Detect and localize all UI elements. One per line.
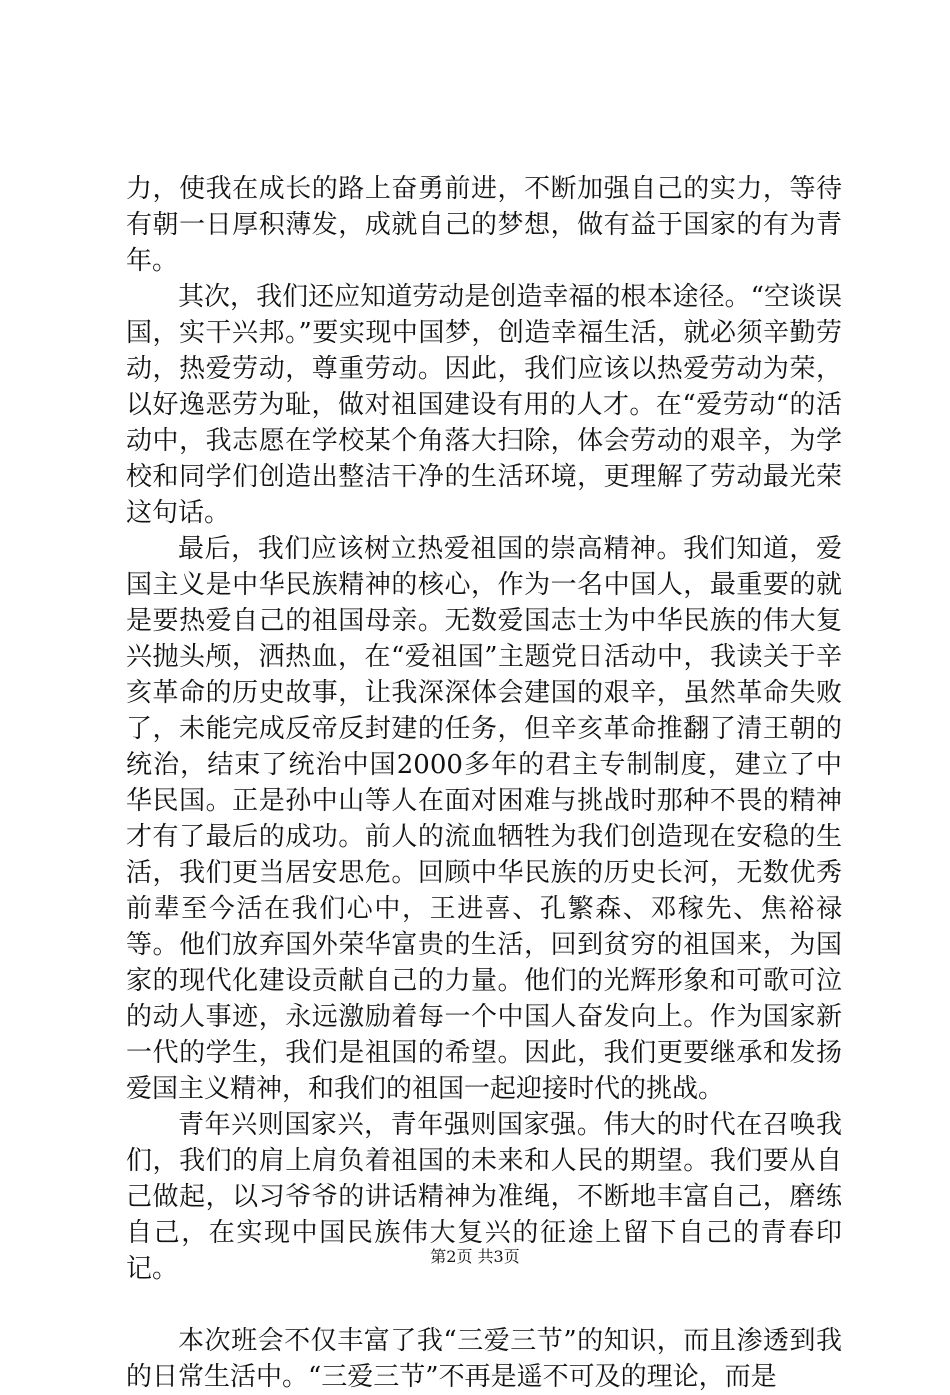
paragraph-3: 最后，我们应该树立热爱祖国的崇高精神。我们知道，爱国主义是中华民族精神的核心，作为一名中国人，最重要的就是要热爱自己的祖国母亲。无数爱国志士为中华民族的伟大复兴抛头颅，洒热血，在“爱祖国”主题党日活动中，我读关于辛亥革命的历史故事，让我深深体会建国的艰辛，虽然革命失败了，未能完成反帝反封建的任务，但辛亥革命推翻了清王朝的统治，结束了统治中国2000多年的君主专制制度，建立了中华民国。正是孙中山等人在面对困难与挑战时那种不畏的精神才有了最后的成功。前人的流血牺牲为我们创造现在安稳的生活，我们更当居安思危。回顾中华民族的历史长河，无数优秀前辈至今活在我们心中，王进喜、孔繁森、邓稼先、焦裕禄等。他们放弃国外荣华富贵的生活，回到贫穷的祖国来，为国家的现代化建设贡献自己的力量。他们的光辉形象和可歌可泣的动人事迹，永远激励着每一个中国人奋发向上。作为国家新一代的学生，我们是祖国的希望。因此，我们更要继承和发扬爱国主义精神，和我们的祖国一起迎接时代的挑战。 [126, 534, 842, 1104]
paragraph-1: 力，使我在成长的路上奋勇前进，不断加强自己的实力，等待有朝一日厚积薄发，成就自己的梦想，做有益于国家的有为青年。 [126, 174, 842, 276]
document-body [126, 171, 842, 1395]
paragraph-spacer [126, 1287, 842, 1323]
paragraph-2: 其次，我们还应知道劳动是创造幸福的根本途径。“空谈误国，实干兴邦。”要实现中国梦，创造幸福生活，就必须辛勤劳动，热爱劳动，尊重劳动。因此，我们应该以热爱劳动为荣，以好逸恶劳为耻，做对祖国建设有用的人才。在“爱劳动“的活动中，我志愿在学校某个角落大扫除，体会劳动的艰辛，为学校和同学们创造出整洁干净的生活环境，更理解了劳动最光荣这句话。 [126, 282, 842, 528]
page-footer: 第2页 共3页 [430, 1247, 520, 1266]
paragraph-5: 本次班会不仅丰富了我“三爱三节”的知识，而且渗透到我的日常生活中。“三爱三节”不再是遥不可及的理论，而是 [126, 1326, 842, 1392]
paragraph-4: 青年兴则国家兴，青年强则国家强。伟大的时代在召唤我们，我们的肩上肩负着祖国的未来和人民的期望。我们要从自己做起，以习爷爷的讲话精神为准绳，不断地丰富自己，磨练自己，在实现中国民族伟大复兴的征途上留下自己的青春印记。 [126, 1110, 842, 1284]
